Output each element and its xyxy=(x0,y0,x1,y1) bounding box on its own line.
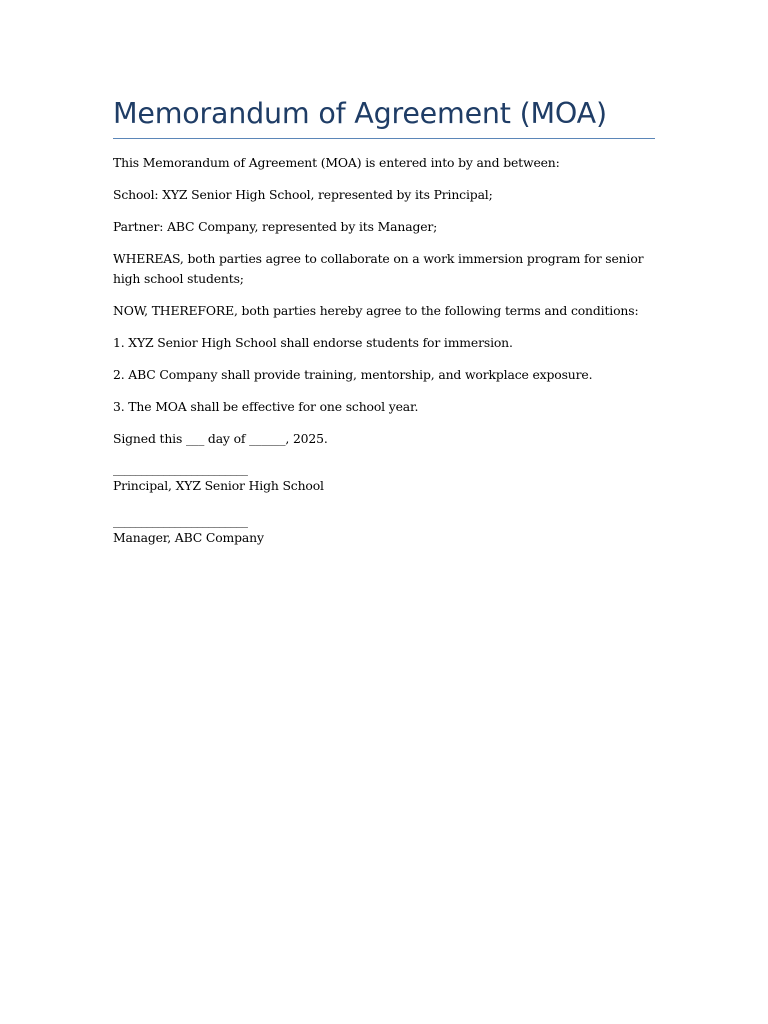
signed-date-paragraph: Signed this ___ day of ______, 2025. xyxy=(113,430,328,446)
signatory-manager: Manager, ABC Company xyxy=(113,529,264,545)
signatory-principal: Principal, XYZ Senior High School xyxy=(113,478,324,493)
term-item-1: 1. XYZ Senior High School shall endorse students for immersion. xyxy=(113,334,513,350)
school-party-paragraph: School: XYZ Senior High School, represented by its Principal; xyxy=(113,187,493,202)
term-item-3: 3. The MOA shall be effective for one school year. xyxy=(113,398,419,414)
document-body xyxy=(113,94,655,565)
intro-paragraph: This Memorandum of Agreement (MOA) is entered into by and between: xyxy=(113,155,560,170)
signature-block-principal xyxy=(113,462,655,496)
title-divider xyxy=(113,138,655,139)
partner-party-paragraph: Partner: ABC Company, represented by its Manager; xyxy=(113,219,438,234)
signature-block-manager xyxy=(113,514,655,548)
term-item-2: 2. ABC Company shall provide training, mentorship, and workplace exposure. xyxy=(113,366,593,382)
whereas-paragraph: WHEREAS, both parties agree to collaborate on a work immersion program for senior high school students; xyxy=(113,251,644,286)
document-title: Memorandum of Agreement (MOA) xyxy=(113,97,607,130)
signature-line: ________________________ xyxy=(113,512,248,528)
now-therefore-paragraph: NOW, THEREFORE, both parties hereby agree to the following terms and conditions: xyxy=(113,302,639,318)
signature-line: ________________________ xyxy=(113,461,248,476)
